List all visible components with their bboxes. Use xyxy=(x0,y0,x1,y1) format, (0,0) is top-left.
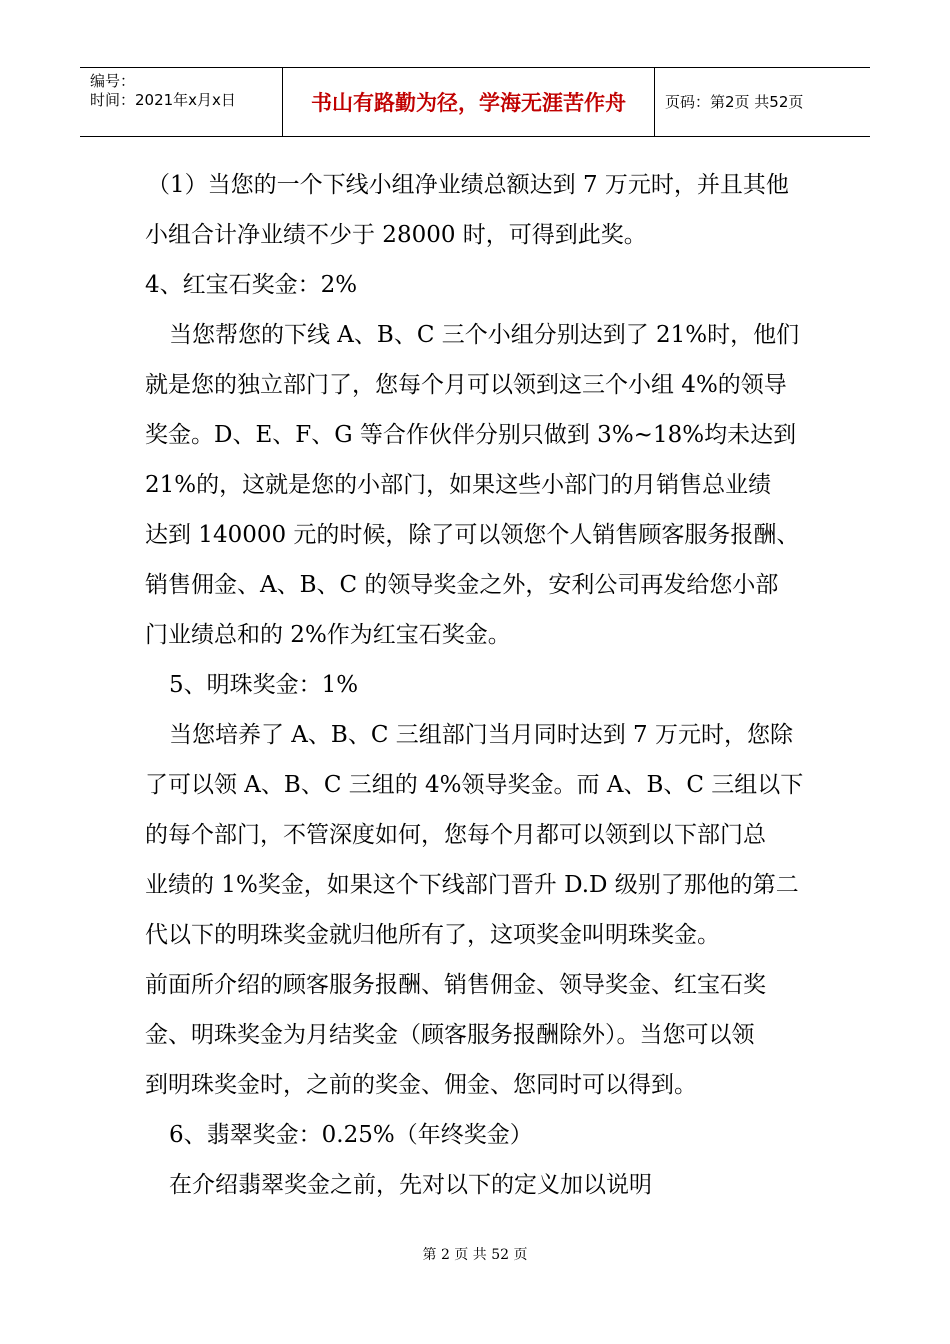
body-line: 小组合计净业绩不少于 28000 时，可得到此奖。 xyxy=(145,222,647,248)
body-line: 21%的，这就是您的小部门，如果这些小部门的月销售总业绩 xyxy=(145,472,772,498)
body-line: 到明珠奖金时，之前的奖金、佣金、您同时可以得到。 xyxy=(145,1072,697,1098)
header-motto-cell xyxy=(283,68,655,136)
document-number-label: 编号： xyxy=(90,72,136,90)
body-line: 业绩的 1%奖金，如果这个下线部门晋升 D.D 级别了那他的第二 xyxy=(145,872,799,898)
body-line: 在介绍翡翠奖金之前，先对以下的定义加以说明 xyxy=(169,1172,652,1198)
section-heading-emerald: 6、翡翠奖金：0.25%（年终奖金） xyxy=(169,1122,533,1148)
header-meta-cell xyxy=(80,68,283,136)
page-footer: 第 2 页 共 52 页 xyxy=(422,1247,528,1263)
document-time-label: 时间：2021年x月x日 xyxy=(90,91,236,109)
body-line: 奖金。D、E、F、G 等合作伙伴分别只做到 3%~18%均未达到 xyxy=(145,422,797,448)
body-line: 当您培养了 A、B、C 三组部门当月同时达到 7 万元时，您除 xyxy=(169,722,793,748)
body-line: 的每个部门，不管深度如何，您每个月都可以领到以下部门总 xyxy=(145,822,766,848)
body-line: 了可以领 A、B、C 三组的 4%领导奖金。而 A、B、C 三组以下 xyxy=(145,772,804,798)
body-line: （1）当您的一个下线小组净业绩总额达到 7 万元时，并且其他 xyxy=(147,172,789,198)
header-motto: 书山有路勤为径，学海无涯苦作舟 xyxy=(311,91,626,115)
header-page-cell xyxy=(655,68,870,136)
body-line: 门业绩总和的 2%作为红宝石奖金。 xyxy=(145,622,511,648)
document-body xyxy=(145,160,810,1210)
body-line: 达到 140000 元的时候，除了可以领您个人销售顾客服务报酬、 xyxy=(145,522,800,548)
body-line: 代以下的明珠奖金就归他所有了，这项奖金叫明珠奖金。 xyxy=(145,922,720,948)
body-line: 前面所介绍的顾客服务报酬、销售佣金、领导奖金、红宝石奖 xyxy=(145,972,766,998)
header-page-info: 页码：第2页 共52页 xyxy=(665,93,804,111)
section-heading-ruby: 4、红宝石奖金：2% xyxy=(145,272,358,298)
body-line: 当您帮您的下线 A、B、C 三个小组分别达到了 21%时，他们 xyxy=(169,322,800,348)
body-line: 就是您的独立部门了，您每个月可以领到这三个小组 4%的领导 xyxy=(145,372,787,398)
body-line: 销售佣金、A、B、C 的领导奖金之外，安利公司再发给您小部 xyxy=(145,572,779,598)
section-heading-pearl: 5、明珠奖金：1% xyxy=(169,672,359,698)
page-header xyxy=(80,67,870,137)
body-line: 金、明珠奖金为月结奖金（顾客服务报酬除外）。当您可以领 xyxy=(145,1022,755,1048)
